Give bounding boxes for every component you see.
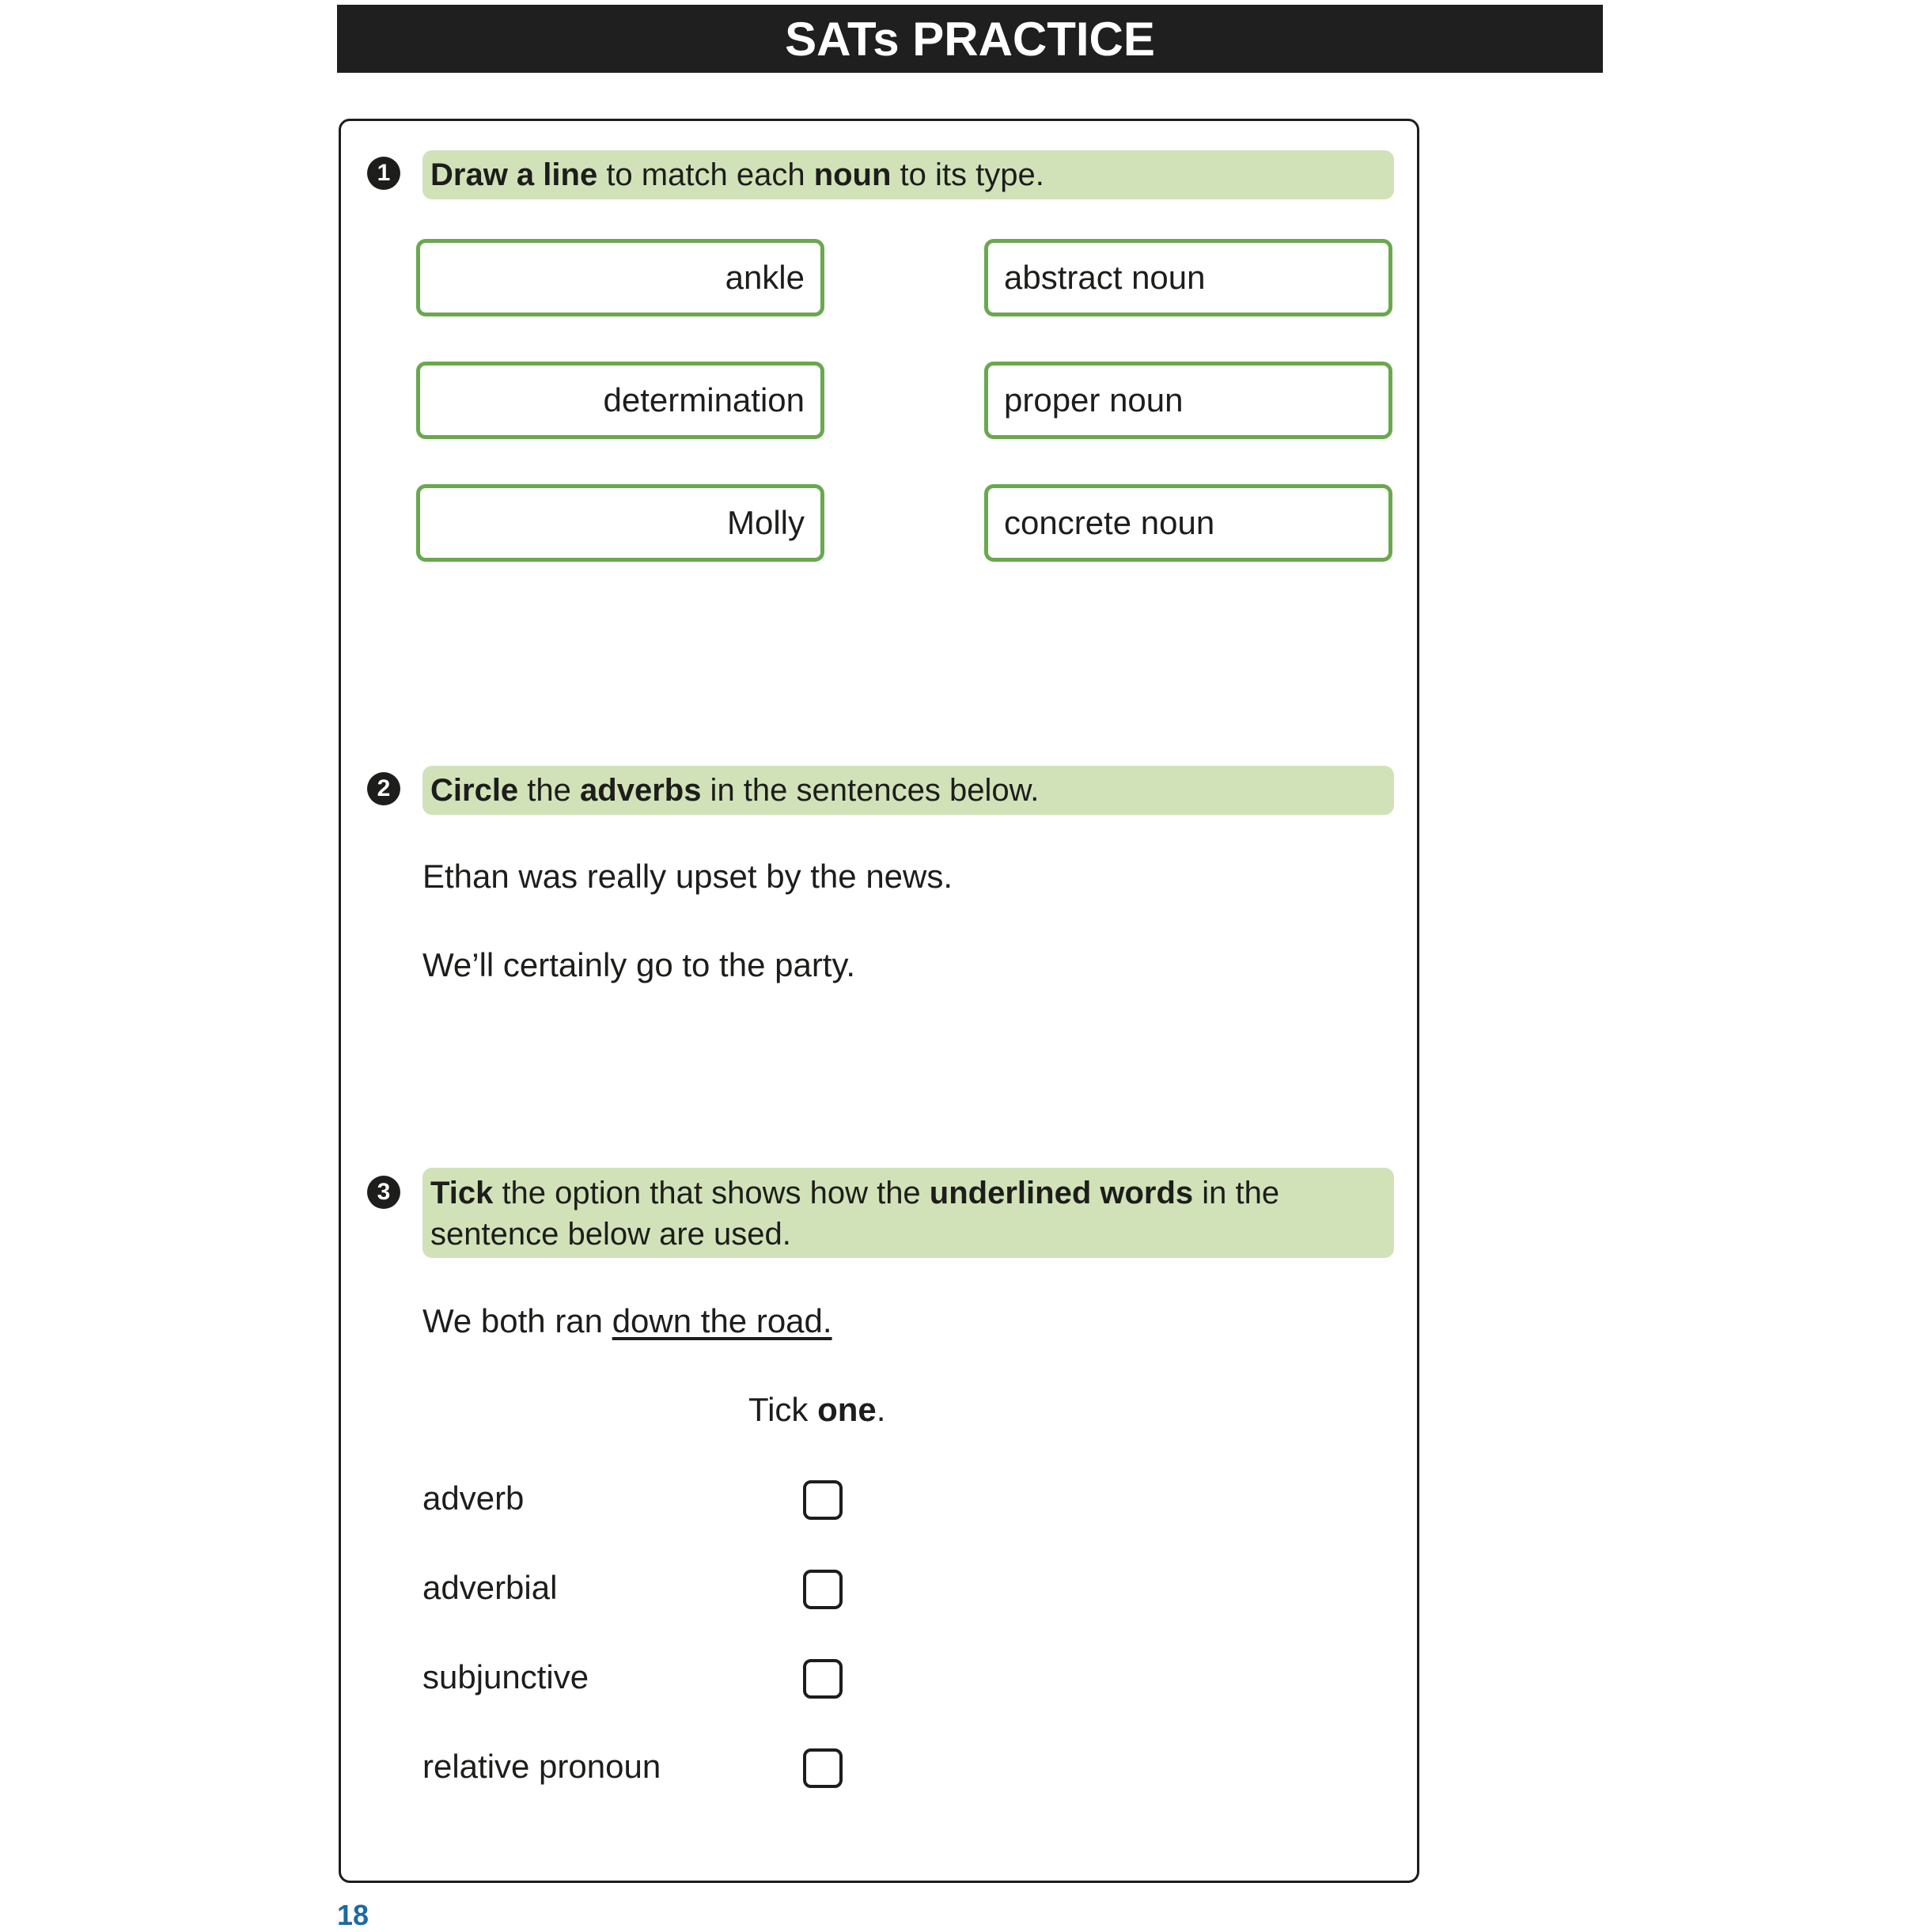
- q1-instruction-bold-1: Draw a line: [430, 157, 598, 192]
- question-2-number-text: 2: [377, 775, 391, 801]
- question-1-number: [367, 157, 400, 190]
- option-label-adverb: adverb: [422, 1479, 525, 1517]
- noun-box-ankle[interactable]: [416, 239, 824, 316]
- type-box-label: abstract noun: [1004, 259, 1206, 296]
- type-box-label: proper noun: [1004, 381, 1184, 419]
- option-label-subjunctive: subjunctive: [422, 1658, 589, 1695]
- checkbox-subjunctive[interactable]: [803, 1659, 843, 1699]
- type-box-concrete-noun[interactable]: [984, 484, 1392, 562]
- type-box-proper-noun[interactable]: [984, 362, 1392, 439]
- checkbox-adverbial[interactable]: [803, 1570, 843, 1609]
- noun-box-label: Molly: [726, 504, 805, 541]
- q1-instruction-bold-2: noun: [813, 157, 892, 192]
- q2-instruction-text-2: in the sentences below.: [701, 773, 1040, 808]
- question-3-instruction: [422, 1168, 1394, 1258]
- tick-prompt-text: Tick: [748, 1391, 818, 1428]
- checkbox-adverb[interactable]: [803, 1480, 843, 1520]
- option-label-adverbial: adverbial: [422, 1569, 558, 1606]
- tick-prompt-end: .: [876, 1391, 886, 1428]
- adverb-sentence-1[interactable]: Ethan was really upset by the news.: [422, 858, 953, 895]
- question-2-instruction: [422, 766, 1394, 815]
- type-box-label: concrete noun: [1004, 504, 1215, 541]
- option-label-relative-pronoun: relative pronoun: [422, 1748, 661, 1785]
- question-1-number-text: 1: [377, 160, 391, 186]
- tick-prompt: [748, 1391, 885, 1429]
- example-sentence-underlined: down the road.: [612, 1302, 832, 1339]
- noun-box-label: determination: [603, 381, 805, 419]
- question-3-number-text: 3: [377, 1179, 391, 1205]
- q2-instruction-bold-1: Circle: [430, 773, 519, 808]
- q2-instruction-bold-2: adverbs: [580, 773, 702, 808]
- page-header: [337, 5, 1603, 73]
- q3-instruction-text-1: the option that shows how the: [493, 1176, 930, 1210]
- question-2-number: [367, 772, 400, 805]
- question-3-number: [367, 1176, 400, 1209]
- type-box-abstract-noun[interactable]: [984, 239, 1392, 316]
- q3-instruction-bold-1: Tick: [430, 1176, 494, 1210]
- example-sentence: [422, 1302, 832, 1340]
- page-number: 18: [337, 1899, 369, 1931]
- q1-instruction-text-2: to its type.: [891, 157, 1044, 192]
- noun-box-molly[interactable]: [416, 484, 824, 562]
- example-sentence-plain: We both ran: [422, 1302, 612, 1339]
- q1-instruction-text-1: to match each: [597, 157, 814, 192]
- checkbox-relative-pronoun[interactable]: [803, 1748, 843, 1788]
- tick-prompt-bold: one: [817, 1391, 877, 1428]
- q3-instruction-bold-2: underlined words: [929, 1176, 1194, 1210]
- page-title: SATs PRACTICE: [785, 12, 1155, 66]
- adverb-sentence-2[interactable]: We’ll certainly go to the party.: [422, 946, 856, 983]
- noun-box-determination[interactable]: [416, 362, 824, 439]
- q3-instruction-text-2: in the sentence below are used.: [430, 1176, 1280, 1252]
- noun-box-label: ankle: [725, 259, 805, 296]
- question-1-instruction: [422, 150, 1394, 199]
- q2-instruction-text-1: the: [518, 773, 581, 808]
